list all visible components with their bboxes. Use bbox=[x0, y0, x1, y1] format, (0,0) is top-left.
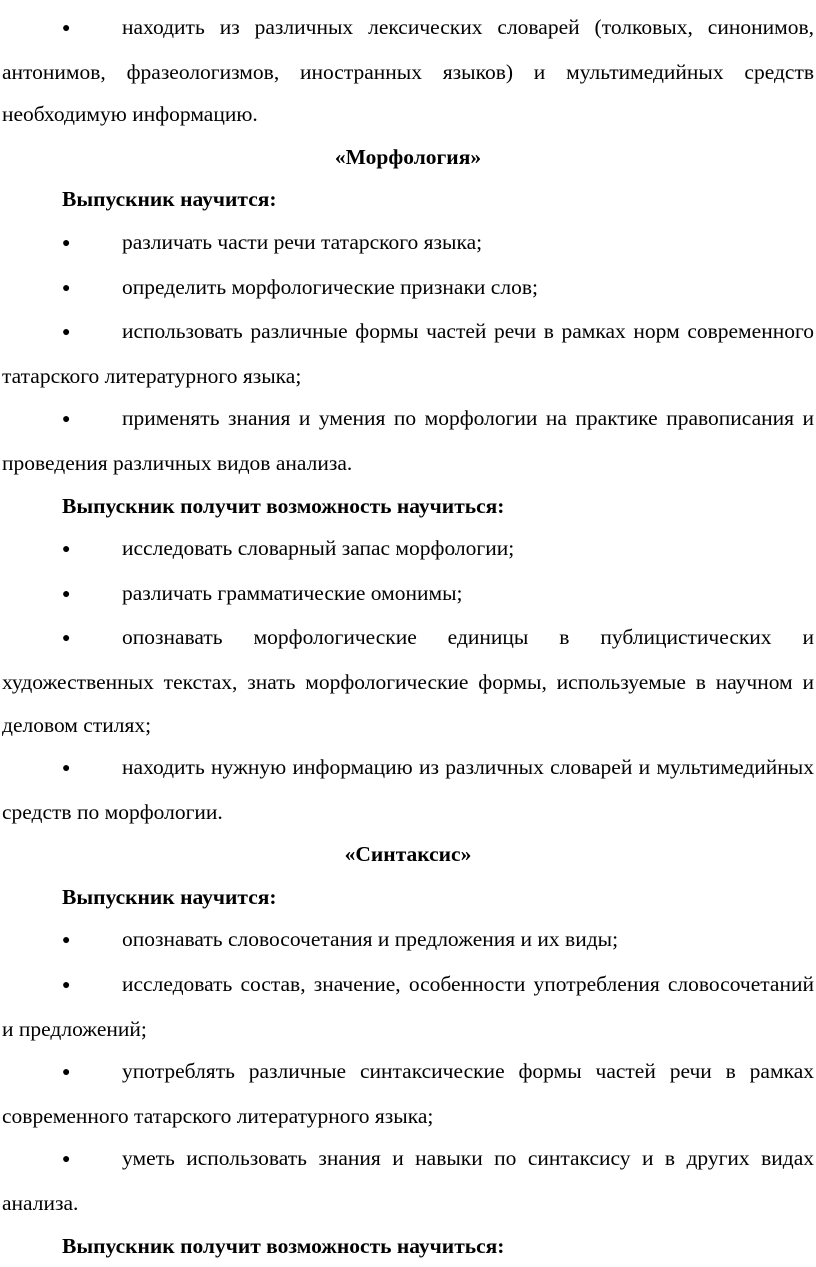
bullet-icon: ● bbox=[62, 631, 71, 647]
list-item-text: исследовать состав, значение, особенности употребления словосочетаний и предложений; bbox=[2, 972, 814, 1041]
list-item bbox=[2, 572, 814, 617]
subsection-title: Выпускник научится: bbox=[62, 187, 277, 212]
section-title-syntax: «Синтаксис» bbox=[344, 842, 472, 867]
list-item-text: опознавать морфологические единицы в публицистических и художественных текстах, знать морфологические формы, используемые в научном и деловом стилях; bbox=[2, 625, 814, 737]
list-item-text: находить из различных лексических словарей (толковых, синонимов, антонимов, фразеологизмов, иностранных языков) и мультимедийных средств необходимую информацию. bbox=[2, 15, 814, 127]
list-item bbox=[2, 266, 814, 311]
bullet-icon: ● bbox=[62, 1065, 71, 1081]
list-item bbox=[2, 397, 814, 484]
list-item bbox=[2, 1137, 814, 1224]
bullet-icon: ● bbox=[62, 412, 71, 428]
subsection-title: Выпускник научится: bbox=[62, 884, 277, 909]
bullet-icon: ● bbox=[62, 235, 71, 251]
list-item-text: уметь использовать знания и навыки по синтаксису и в других видах анализа. bbox=[2, 1146, 814, 1216]
subsection-title: Выпускник получит возможность научиться: bbox=[62, 493, 505, 518]
list-item-text: употреблять различные синтаксические формы частей речи в рамках современного татарского литературного языка; bbox=[2, 1059, 814, 1128]
list-item-text: применять знания и умения по морфологии на практике правописания и проведения различных видов анализа. bbox=[2, 406, 814, 475]
list-item bbox=[2, 1050, 814, 1137]
list-item-text: находить нужную информацию из различных словарей и мультимедийных средств по морфологии. bbox=[2, 755, 814, 824]
list-item bbox=[2, 746, 814, 833]
bullet-icon: ● bbox=[62, 325, 71, 341]
list-item bbox=[2, 963, 814, 1050]
bullet-icon: ● bbox=[62, 978, 71, 994]
list-item bbox=[2, 6, 814, 136]
subsection-title: Выпускник получит возможность научиться: bbox=[62, 1233, 505, 1258]
bullet-icon: ● bbox=[62, 542, 71, 558]
list-item bbox=[2, 527, 814, 572]
list-item-text: определить морфологические признаки слов; bbox=[122, 274, 538, 299]
list-item-text: различать части речи татарского языка; bbox=[122, 229, 483, 254]
list-item-text: опознавать словосочетания и предложения и их виды; bbox=[122, 927, 619, 952]
bullet-icon: ● bbox=[62, 1152, 71, 1168]
bullet-icon: ● bbox=[62, 933, 71, 949]
section-title-morphology: «Морфология» bbox=[334, 144, 482, 169]
bullet-icon: ● bbox=[62, 761, 71, 777]
bullet-icon: ● bbox=[62, 280, 71, 296]
list-item bbox=[2, 616, 814, 746]
list-item-text: различать грамматические омонимы; bbox=[122, 580, 463, 605]
list-item bbox=[2, 310, 814, 397]
list-item-text: использовать различные формы частей речи в рамках норм современного татарского литературного языка; bbox=[2, 319, 814, 388]
bullet-icon: ● bbox=[62, 586, 71, 602]
list-item bbox=[2, 221, 814, 266]
bullet-icon: ● bbox=[62, 21, 71, 36]
list-item bbox=[2, 918, 814, 963]
list-item-text: исследовать словарный запас морфологии; bbox=[122, 536, 515, 561]
